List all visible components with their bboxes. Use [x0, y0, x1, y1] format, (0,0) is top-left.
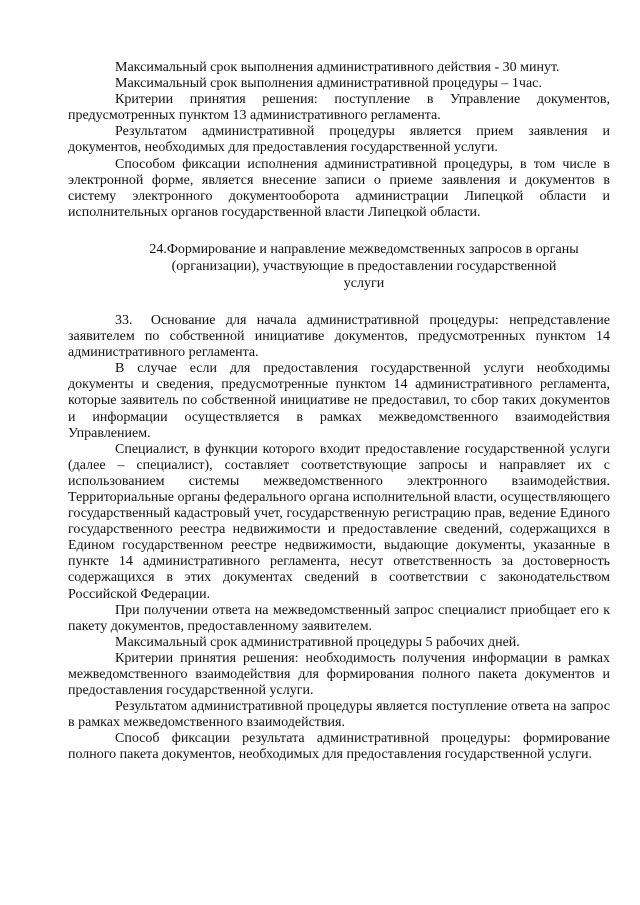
paragraph-response-attach: При получении ответа на межведомственный запрос специалист приобщает его к пакету документов, предоставленному заявителем. — [68, 602, 610, 634]
paragraph-decision-criteria-2: Критерии принятия решения: необходимость получения информации в рамках межведомственного взаимодействия для формирования полного пакета документов и предоставления государственной услуги. — [68, 650, 610, 699]
paragraph-fixation-method: Способом фиксации исполнения административной процедуры, в том числе в электронной форме, является внесение записи о приеме заявления и документов в систему электронного документооборота администрации Липецкой области и исполнительных органов государственной власти Липецкой области. — [68, 156, 610, 220]
clause-33 — [68, 313, 610, 361]
section-heading-line: 24.Формирование и направление межведомственных запросов в органы — [149, 241, 579, 257]
section-heading-line: (организации), участвующие в предоставлении государственной — [171, 258, 557, 274]
paragraph-max-deadline: Максимальный срок административной процедуры 5 рабочих дней. — [115, 634, 520, 650]
paragraph-specialist-requests: Специалист, в функции которого входит предоставление государственной услуги (далее – специалист), составляет соответствующие запросы и направляет их с использованием системы межведомственного электронного взаимодействия. Территориальные органы федерального органа исполнительной власти, осуществляющего государственный кадастровый учет, государственную регистрацию прав, ведение Единого государственного реестра недвижимости и предоставление сведений, содержащихся в Едином государственном реестре недвижимости, выдающие документы, указанные в пункте 14 административного регламента, несут ответственность за достоверность содержащихся в этих документах сведений в соответствии с законодательством Российской Федерации. — [68, 441, 610, 602]
paragraph-decision-criteria: Критерии принятия решения: поступление в Управление документов, предусмотренных пунктом 13 административного регламента. — [68, 92, 610, 124]
document-page — [68, 60, 610, 764]
paragraph-procedure-deadline: Максимальный срок выполнения административной процедуры – 1час. — [115, 76, 542, 92]
section-heading-line: услуги — [343, 275, 385, 291]
paragraph-procedure-result: Результатом административной процедуры является прием заявления и документов, необходимых для предоставления государственной услуги. — [68, 124, 610, 156]
section-heading — [68, 241, 610, 292]
paragraph-interagency-collection: В случае если для предоставления государственной услуги необходимы документы и сведения, предусмотренные пунктом 14 административного регламента, которые заявитель по собственной инициативе не предоставил, то сбор таких документов и информации осуществляется в рамках межведомственного взаимодействия Управлением. — [68, 361, 610, 441]
paragraph-action-deadline: Максимальный срок выполнения административного действия - 30 минут. — [115, 60, 560, 75]
clause-number: 33. — [115, 312, 133, 328]
paragraph-procedure-result-2: Результатом административной процедуры является поступление ответа на запрос в рамках межведомственного взаимодействия. — [68, 699, 610, 731]
clause-text: Основание для начала административной процедуры: непредставление заявителем по собственной инициативе документов, предусмотренных пунктом 14 административного регламента. — [68, 312, 611, 361]
paragraph-fixation-method-2: Способ фиксации результата административной процедуры: формирование полного пакета документов, необходимых для предоставления государственной услуги. — [68, 731, 610, 763]
